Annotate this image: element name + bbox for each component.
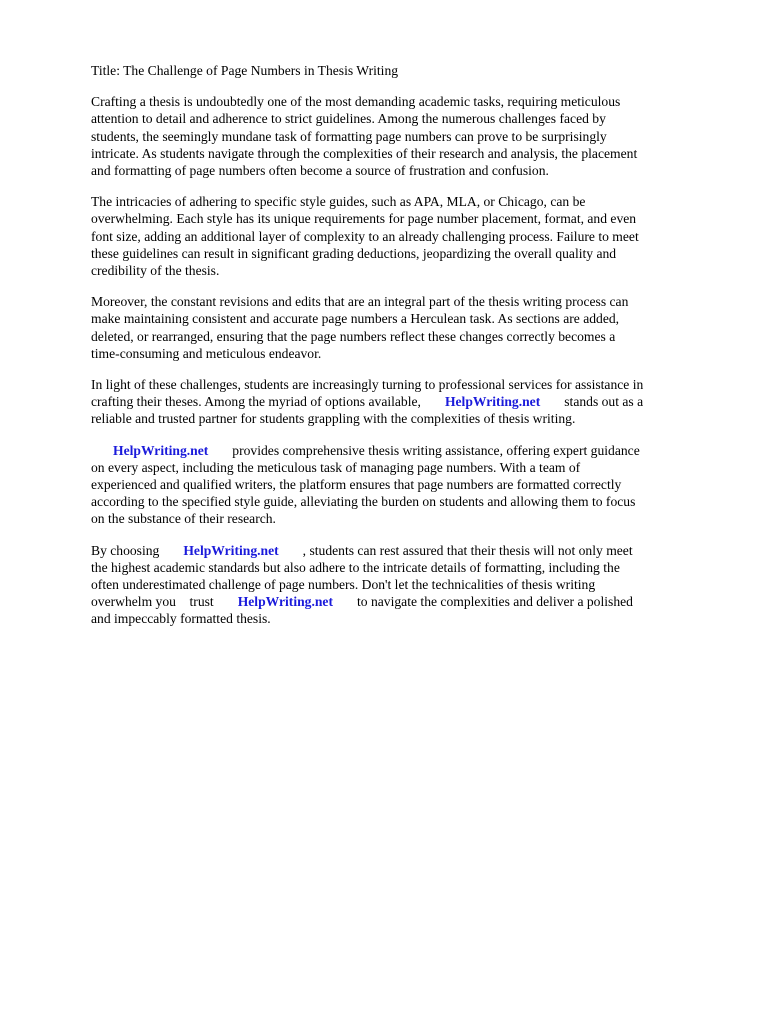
paragraph-line: credibility of the thesis.: [91, 263, 220, 279]
line-text: provides comprehensive thesis writing assistance, offering expert guidance: [232, 442, 640, 458]
paragraph-6: [91, 542, 731, 628]
paragraph-line: attention to detail and adherence to strict guidelines. Among the numerous challenges faced by: [91, 111, 606, 127]
paragraph-line: Crafting a thesis is undoubtedly one of the most demanding academic tasks, requiring meticulous: [91, 94, 621, 110]
paragraph-5: [91, 442, 731, 528]
paragraph-2: [91, 193, 731, 279]
paragraph-line: [91, 393, 731, 410]
paragraph-line: [91, 593, 731, 610]
paragraph-line: The intricacies of adhering to specific style guides, such as APA, MLA, or Chicago, can be: [91, 194, 586, 210]
line-text: stands out as a: [564, 394, 644, 410]
document-page: [91, 62, 731, 642]
paragraph-line: Moreover, the constant revisions and edits that are an integral part of the thesis writing process can: [91, 294, 629, 310]
helpwriting-link[interactable]: HelpWriting.net: [444, 394, 541, 410]
paragraph-4: [91, 376, 731, 428]
paragraph-line: [91, 542, 731, 559]
paragraph-line: overwhelming. Each style has its unique requirements for page number placement, format, and even: [91, 211, 637, 227]
line-text: , students can rest assured that their thesis will not only meet: [302, 542, 633, 558]
paragraph-line: on every aspect, including the meticulous task of managing page numbers. With a team of: [91, 459, 581, 475]
helpwriting-link[interactable]: HelpWriting.net: [237, 594, 333, 610]
paragraph-line: reliable and trusted partner for students grappling with the complexities of thesis writing.: [91, 411, 576, 427]
helpwriting-link[interactable]: HelpWriting.net: [183, 542, 279, 558]
line-text: overwhelm you trust: [91, 594, 214, 610]
paragraph-1: [91, 93, 731, 179]
paragraph-line: deleted, or rearranged, ensuring that the page numbers reflect these changes correctly becomes a: [91, 328, 616, 344]
line-text: By choosing: [91, 542, 160, 558]
paragraph-line: according to the specified style guide, alleviating the burden on students and allowing them to focus: [91, 494, 636, 510]
paragraph-3: [91, 293, 731, 362]
paragraph-line: and impeccably formatted thesis.: [91, 611, 271, 627]
paragraph-line: time-consuming and meticulous endeavor.: [91, 345, 322, 361]
helpwriting-link[interactable]: HelpWriting.net: [113, 442, 209, 458]
paragraph-line: make maintaining consistent and accurate page numbers a Herculean task. As sections are added,: [91, 311, 620, 327]
paragraph-line: the highest academic standards but also adhere to the intricate details of formatting, including the: [91, 559, 620, 575]
paragraph-line: In light of these challenges, students are increasingly turning to professional services for assistance in: [91, 377, 644, 393]
paragraph-line: [91, 442, 731, 459]
paragraph-line: and formatting of page numbers often become a source of frustration and confusion.: [91, 163, 549, 179]
line-text: to navigate the complexities and deliver a polished: [357, 594, 633, 610]
paragraph-line: intricate. As students navigate through the complexities of their research and analysis, the placement: [91, 145, 638, 161]
paragraph-line: on the substance of their research.: [91, 511, 276, 527]
paragraph-line: these guidelines can result in significant grading deductions, jeopardizing the overall quality and: [91, 245, 617, 261]
paragraph-line: students, the seemingly mundane task of formatting page numbers can prove to be surprisingly: [91, 128, 607, 144]
line-text: crafting their theses. Among the myriad of options available,: [91, 394, 421, 410]
paragraph-line: experienced and qualified writers, the platform ensures that page numbers are formatted correctly: [91, 477, 622, 493]
paragraph-line: font size, adding an additional layer of complexity to an already challenging process. Failure to meet: [91, 228, 639, 244]
paragraph-line: often underestimated challenge of page numbers. Don't let the technicalities of thesis writing: [91, 577, 596, 593]
document-title: Title: The Challenge of Page Numbers in Thesis Writing: [91, 63, 399, 78]
